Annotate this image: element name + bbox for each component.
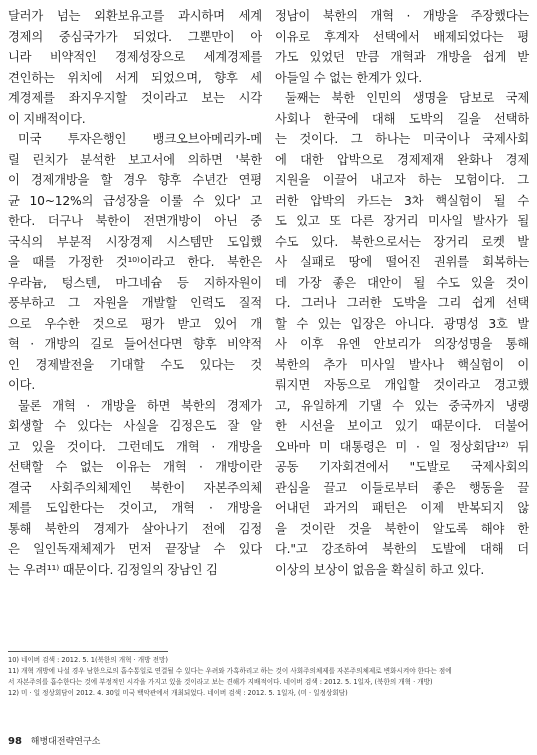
text-line: 어내던 과거의 패턴은 이제 반복되지 않 xyxy=(275,501,529,515)
text-line: 사회나 한국에 대해 도박의 길을 선택하 xyxy=(275,111,529,126)
text-line: 릴 린치가 분석한 보고서에 의하면 '북한 xyxy=(8,152,262,167)
text-line: 뤄지면 자동으로 개입할 것이라고 경고했 xyxy=(275,378,529,392)
text-line: 달러가 넘는 외환보유고를 과시하며 세계 xyxy=(8,9,262,23)
text-line: 풍부하고 그 자원을 개발할 인력도 질적 xyxy=(8,296,262,310)
text-line: 제를 도입한다는 것이고, 개혁 · 개방을 xyxy=(8,501,262,515)
text-line: 다. 그러나 그러한 도박을 그리 쉽게 선택 xyxy=(275,296,529,310)
body-text-left-column xyxy=(8,6,262,580)
footnotes xyxy=(8,655,529,699)
text-line: 에 대한 압박으로 경제제재 완화나 경제 xyxy=(275,152,529,167)
footnote-10: 10) 네이버 검색 : 2012. 5. 1(북한의 개혁 · 개방 전망) xyxy=(8,656,168,664)
text-line: 다."고 강조하여 북한의 도발에 대해 더 xyxy=(275,542,529,556)
footnote-divider xyxy=(8,651,168,652)
text-line: 한다. 더구나 북한이 전면개방이 아닌 중 xyxy=(8,214,262,228)
text-line: 균 10~12%의 급성장을 이룰 수 있다' 고 xyxy=(8,193,262,208)
text-line: 은 일인독재체제가 먼저 끝장날 수 있다 xyxy=(8,542,262,556)
text-line: 회생할 수 있다는 사실을 김정은도 잘 알 xyxy=(8,419,262,433)
text-line: 공동 기자회견에서 "도발로 국제사회의 xyxy=(275,460,529,474)
text-line: 아들일 수 없는 한계가 있다. xyxy=(275,70,423,85)
text-line: 이 경제개방을 할 경우 향후 수년간 연평 xyxy=(8,173,262,187)
text-line: 계경제를 좌지우지할 것이라고 보는 시각 xyxy=(8,91,262,105)
text-line: 둘째는 북한 인민의 생명을 담보로 국제 xyxy=(285,91,529,105)
text-line: 결국 사회주의체제인 북한이 자본주의체 xyxy=(8,480,262,495)
page-number: 98 xyxy=(8,736,22,747)
text-line: 이 지배적이다. xyxy=(8,111,86,126)
page-footer xyxy=(8,734,100,747)
footnote-12: 12) 미 · 일 정상회담이 2012. 4. 30일 미국 백악관에서 개최되었다. 네이버 검색 : 2012. 5. 1일자, (미 · 일정상회담) xyxy=(8,689,348,697)
publisher-name: 해병대전략연구소 xyxy=(30,737,101,747)
text-line: 우라늄, 텅스텐, 마그네슘 등 지하자원이 xyxy=(8,275,262,290)
text-line: 수도 있다. 북한으로서는 장거리 로켓 발 xyxy=(275,234,529,249)
text-line: 을 것이란 것을 북한이 알도록 해야 한 xyxy=(275,521,529,536)
text-line: 이상의 보상이 없음을 확실히 하고 있다. xyxy=(275,562,485,577)
text-line: 북한의 추가 미사일 발사나 핵실험이 이 xyxy=(275,357,529,372)
text-line: 이유로 후계자 선택에서 배제되었다는 평 xyxy=(275,29,529,44)
text-line: 인 경제발전을 기대할 수도 있다는 것 xyxy=(8,357,262,372)
text-line: 사 실패로 땅에 떨어진 권위를 회복하는 xyxy=(275,255,529,269)
text-line: 오바마 미 대통령은 미 · 일 정상회담¹²⁾ 뒤 xyxy=(275,439,529,454)
text-line: 가도 있었던 만큼 개혁과 개방을 쉽게 받 xyxy=(275,50,529,64)
text-line: 데 가장 좋은 대안이 될 수도 있을 것이 xyxy=(275,275,529,290)
text-line: 미국 투자은행인 뱅크오브아메리카-메 xyxy=(18,132,262,146)
text-line: 국식의 부분적 시장경제 시스템만 도입했 xyxy=(8,234,262,249)
text-line: 이다. xyxy=(8,378,36,392)
text-line: 선택할 수 없는 이유는 개혁 · 개방이란 xyxy=(8,460,262,474)
text-line: 할 수 있는 입장은 아니다. 광명성 3호 발 xyxy=(275,316,529,331)
body-text-right-column xyxy=(275,6,529,580)
text-line: 통해 북한의 경제가 살아나기 전에 김정 xyxy=(8,521,262,536)
text-line: 는 것이다. 그 하나는 미국이나 국제사회 xyxy=(275,132,529,146)
footnote-11: 11) 개혁 개방에 나설 경우 남한으로의 흡수통일로 연결될 수 있다는 우려와 가혹하리고 하는 것이 사회주의체제를 자본주의체제로 변화시켜야 한다는 점에 xyxy=(8,667,452,675)
text-line: 정남이 북한의 개혁 · 개방을 주장했다는 xyxy=(275,9,529,23)
text-line: 니라 비약적인 경제성장으로 세계경제를 xyxy=(8,50,262,64)
text-line: 관심을 끌고 이들로부터 좋은 행동을 끌 xyxy=(275,480,529,495)
text-line: 는 우려¹¹⁾ 때문이다. 김정일의 장남인 김 xyxy=(8,562,218,577)
text-line: 경제의 중심국가가 되었다. 그뿐만이 아 xyxy=(8,29,262,44)
footnote-11-continued: 서 자본주의를 흡수한다는 것에 부정적인 시각을 가지고 있을 것이라고 보는 견해가 지배적이다. 네이버 검색 : 2012. 5. 1일자, (북한의 개혁 · 개방) xyxy=(8,678,433,686)
text-line: 사 이후 유엔 안보리가 의장성명을 통해 xyxy=(275,337,529,351)
text-line: 혁 · 개방의 길로 들어선다면 향후 비약적 xyxy=(8,337,262,351)
text-line: 을 때를 가정한 것¹⁰⁾이라고 한다. 북한은 xyxy=(8,255,262,269)
text-line: 으로 우수한 것으로 평가 받고 있어 개 xyxy=(8,316,262,331)
text-line: 견인하는 위치에 서게 되었으며, 향후 세 xyxy=(8,70,262,85)
text-line: 도 있고 또 다른 장거리 미사일 발사가 될 xyxy=(275,214,529,228)
text-line: 고, 유일하게 기댈 수 있는 중국까지 냉랭 xyxy=(275,398,529,413)
text-line: 러한 압박의 카드는 3차 핵실험이 될 수 xyxy=(275,193,529,208)
text-line: 한 시선을 보이고 있기 때문이다. 더불어 xyxy=(275,419,529,433)
text-line: 물론 개혁 · 개방을 하면 북한의 경제가 xyxy=(18,398,262,413)
text-line: 고 있을 것이다. 그런데도 개혁 · 개방을 xyxy=(8,439,262,454)
text-line: 지원을 이끌어 내고자 하는 모험이다. 그 xyxy=(275,173,529,187)
